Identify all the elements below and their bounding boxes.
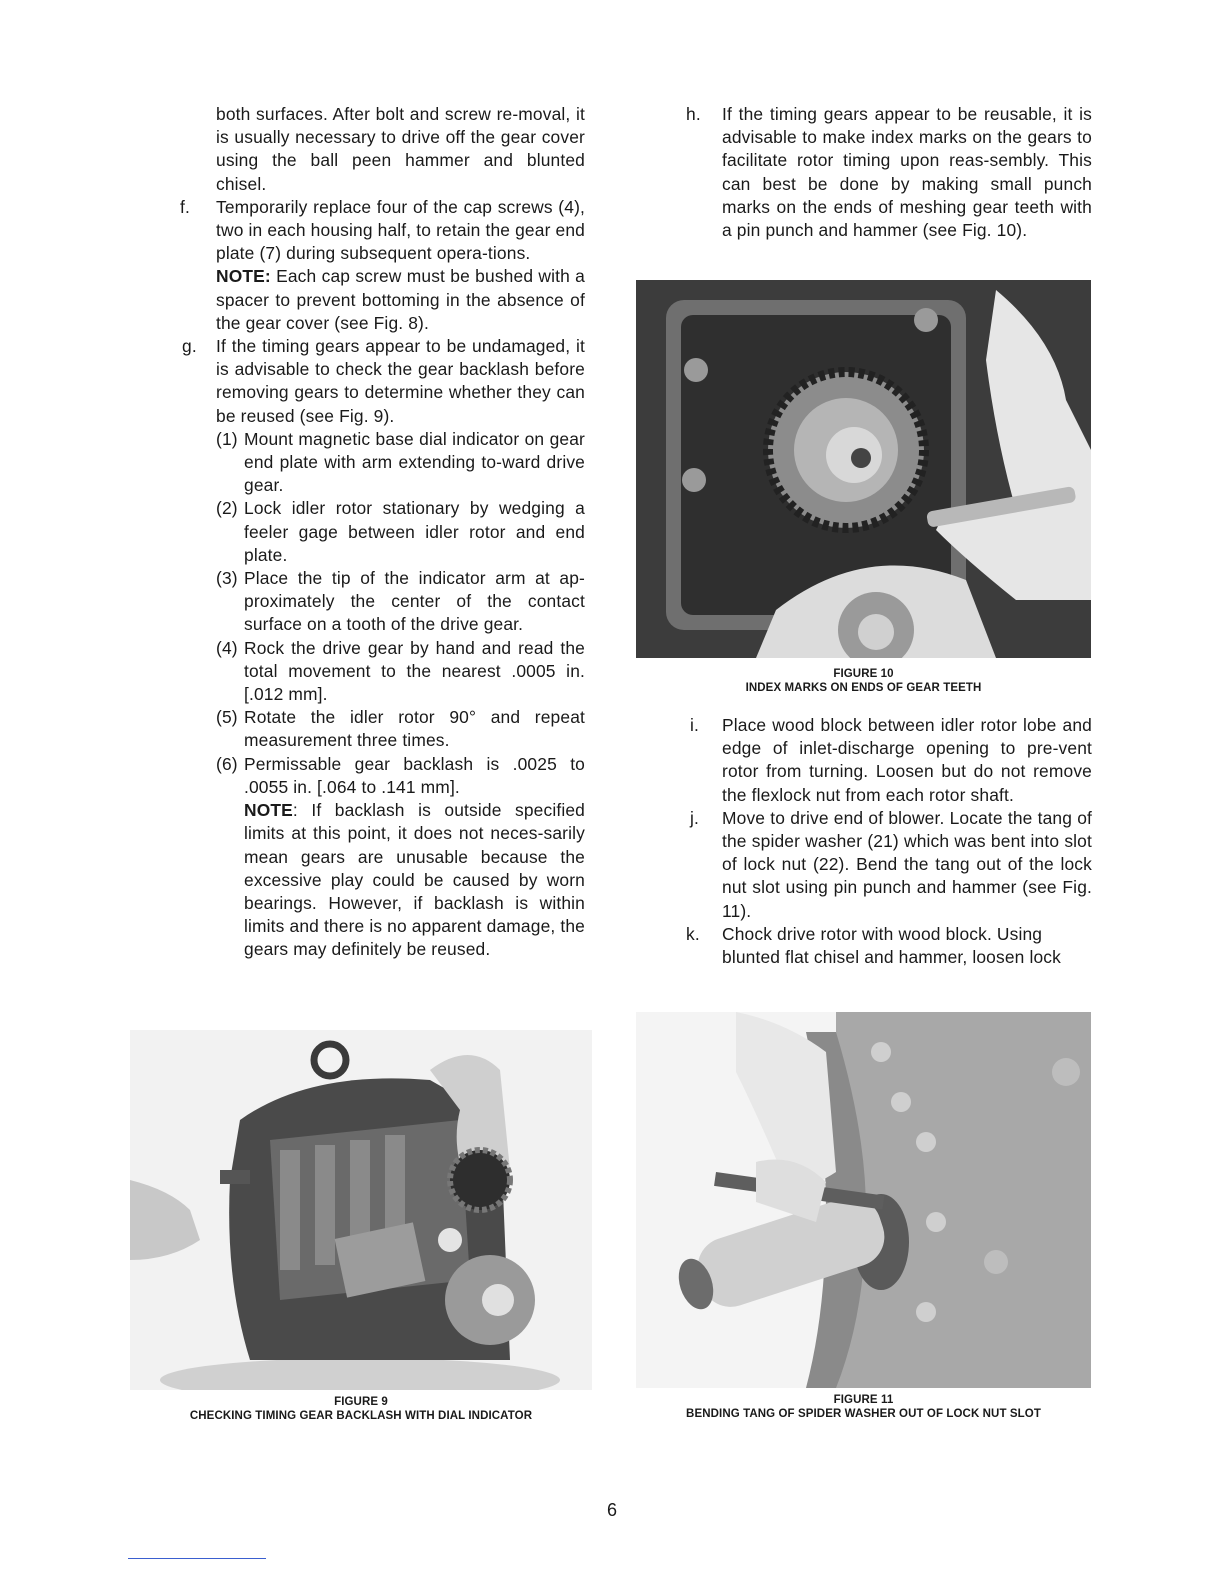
item-marker: g. [182, 336, 197, 357]
item-j [684, 807, 1092, 923]
item-f [178, 196, 585, 335]
item-h-text: If the timing gears appear to be reusable, it is advisable to make index marks on the gears to facilitate rotor timing upon reas-sembly. This can best be done by making small punch marks on the ends of meshing gear teeth with a pin punch and hammer (see Fig. 10). [722, 104, 1092, 241]
figure-11-photo [636, 1012, 1091, 1388]
figure-10-caption [636, 667, 1091, 695]
right-column-lower [684, 714, 1092, 969]
right-column-top [684, 103, 1092, 242]
figure-9-photo [130, 1030, 592, 1390]
paragraph-intro: both surfaces. After bolt and screw re-moval, it is usually necessary to drive off the gear cover using the ball peen hammer and blunted chisel. [216, 104, 585, 194]
item-i [684, 714, 1092, 807]
step-3 [216, 567, 585, 637]
figure-title: INDEX MARKS ON ENDS OF GEAR TEETH [745, 682, 982, 694]
note-text: : If backlash is outside specified limits at this point, it does not neces-sarily mean gears are unusable because the excessive play could be caused by worn bearings. However, if backlash is within limits and there is no apparent damage, the gears may definitely be reused. [244, 800, 585, 960]
figure-9-caption [130, 1395, 592, 1423]
step-marker: (4) [216, 637, 238, 658]
step-2 [216, 497, 585, 567]
step-marker: (5) [216, 707, 238, 728]
figure-10-photo [636, 280, 1091, 658]
step-text: Place the tip of the indicator arm at ap-proximately the center of the contact surface on a tooth of the drive gear. [244, 568, 585, 635]
gear-photo-illustration [636, 280, 1091, 658]
note-f [216, 265, 585, 335]
spider-washer-illustration [636, 1012, 1091, 1388]
step-text: Rock the drive gear by hand and read the total movement to the nearest .0005 in. [.012 mm]. [244, 637, 585, 705]
step-6 [216, 753, 585, 962]
step-1 [216, 428, 585, 498]
item-marker: f. [180, 196, 190, 217]
item-marker: i. [690, 715, 699, 735]
item-g [178, 335, 585, 961]
item-g-text: If the timing gears appear to be undamaged, it is advisable to check the gear backlash before removing gears to determine whether they can be reused (see Fig. 9). [216, 336, 585, 426]
note-label: NOTE: [216, 266, 271, 287]
step-4 [216, 637, 585, 707]
footer-rule [128, 1558, 266, 1559]
left-column [178, 103, 585, 962]
step-marker: (1) [216, 428, 238, 449]
figure-11-caption [636, 1393, 1091, 1421]
figure-title: CHECKING TIMING GEAR BACKLASH WITH DIAL INDICATOR [189, 1410, 533, 1422]
item-k-text: Chock drive rotor with wood block. Using blunted flat chisel and hammer, loosen lock [722, 923, 1061, 968]
step-text: Permissable gear backlash is .0025 to .0055 in. [.064 to .141 mm]. [244, 753, 585, 797]
item-h [684, 103, 1092, 242]
blower-dial-indicator-illustration [130, 1030, 592, 1390]
step-text: Mount magnetic base dial indicator on gear end plate with arm extending to-ward drive gear. [244, 428, 585, 496]
figure-title: BENDING TANG OF SPIDER WASHER OUT OF LOCK NUT SLOT [686, 1408, 1041, 1420]
figure-label: FIGURE 10 [833, 668, 894, 680]
item-marker: h. [686, 104, 701, 124]
item-k [684, 923, 1092, 969]
note-text: Each cap screw must be bushed with a spacer to prevent bottoming in the absence of the gear cover (see Fig. 8). [216, 266, 585, 333]
note-label: NOTE [244, 800, 293, 821]
step-marker: (6) [216, 753, 238, 774]
item-i-text: Place wood block between idler rotor lobe and edge of inlet-discharge opening to pre-vent rotor from turning. Loosen but do not remove the flexlock nut from each rotor shaft. [722, 715, 1092, 805]
item-f-text: Temporarily replace four of the cap screws (4), two in each housing half, to retain the gear end plate (7) during subsequent opera-tions. [216, 196, 585, 264]
note-g [244, 799, 585, 961]
figure-label: FIGURE 11 [833, 1394, 894, 1406]
step-text: Lock idler rotor stationary by wedging a feeler gage between idler rotor and end plate. [244, 498, 585, 565]
step-5 [216, 706, 585, 752]
page-number: 6 [606, 1500, 617, 1520]
step-marker: (2) [216, 498, 238, 519]
item-marker: k. [686, 923, 700, 944]
step-marker: (3) [216, 568, 238, 589]
figure-label: FIGURE 9 [334, 1396, 388, 1408]
item-marker: j. [690, 807, 699, 828]
item-j-text: Move to drive end of blower. Locate the tang of the spider washer (21) which was bent into slot of lock nut (22). Bend the tang out of the lock nut slot using pin punch and hammer (see Fig. 11). [722, 807, 1092, 921]
step-text: Rotate the idler rotor 90° and repeat measurement three times. [244, 707, 585, 751]
